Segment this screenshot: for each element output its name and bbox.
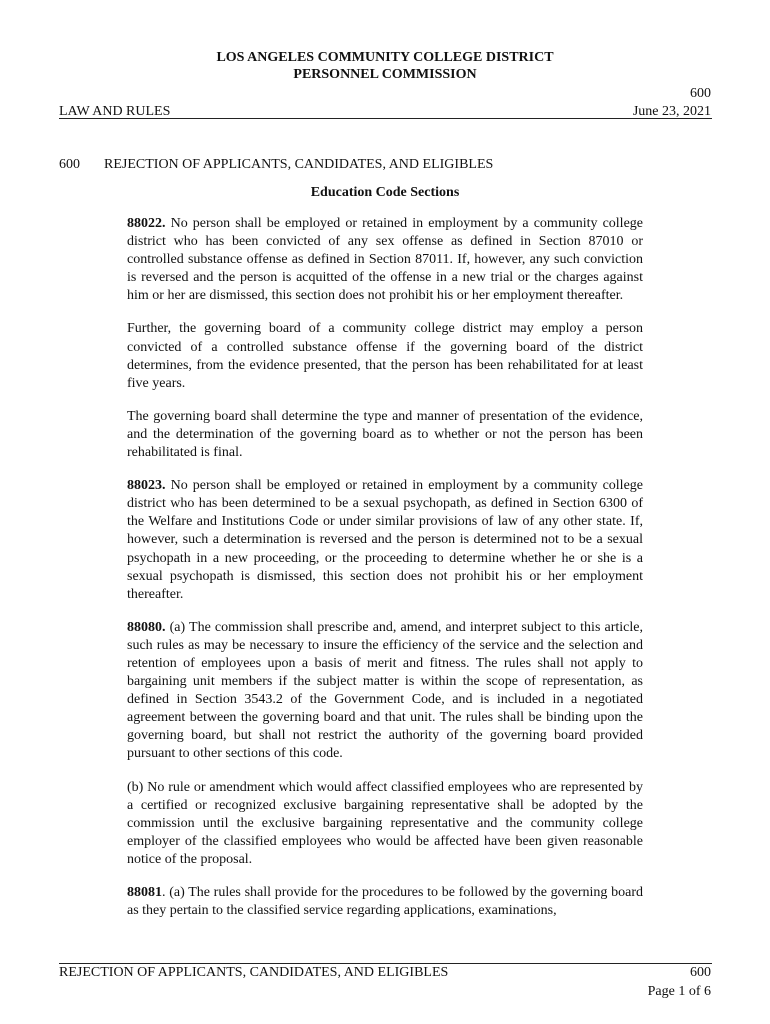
paragraph [127,779,643,869]
section-title: REJECTION OF APPLICANTS, CANDIDATES, AND ELIGIBLES [104,157,494,172]
footer-title: REJECTION OF APPLICANTS, CANDIDATES, AND ELIGIBLES [59,965,449,980]
paragraph-text: (b) No rule or amendment which would affect classified employees who are represented by a certified or recognized exclusive bargaining representative shall be adopted by the commission until the exclusive bargaining representative and the community college employer of the classified employees who would be affected have been given reasonable notice of the proposal. [127,779,643,867]
paragraph-text: Further, the governing board of a community college district may employ a person convicted of a controlled substance offense if the governing board of the district determines, from the evidence presented, that the person has been rehabilitated for at least five years. [127,321,643,391]
code-section-number: 88080. [127,619,166,635]
paragraph-text: No person shall be employed or retained in employment by a community college district who has been determined to be a sexual psychopath, as defined in Section 6300 of the Welfare and Institutions Code or under similar provisions of law of any other state. If, however, such a determination is reversed and the person is determined not to be a sexual psychopath in a new proceeding, or the proceeding to determine whether he or she is a sexual psychopath is dismissed, this section does not prohibit his or her employment thereafter. [127,478,643,602]
paragraph [127,320,643,392]
header-doc-number: 600 [690,86,711,101]
code-section-number: 88022. [127,216,166,231]
section-number: 600 [59,157,80,172]
header-section-label: LAW AND RULES [59,104,171,119]
paragraph-text: No person shall be employed or retained in employment by a community college district who has been convicted of any sex offense as defined in Section 87010 or controlled substance offense as defined in Section 87011. If, however, any such conviction is reversed and the person is acquitted of the offense in a new trial or the charges against him or her are dismissed, this section does not prohibit his or her employment thereafter. [127,216,643,304]
header-date: June 23, 2021 [632,104,711,119]
paragraph-text: (a) The commission shall prescribe and, amend, and interpret subject to this article, such rules as may be necessary to insure the efficiency of the service and the selection and retention of employees upon a basis of merit and fitness. The rules shall not apply to bargaining unit members if the subject matter is within the scope of representation, as defined in Section 3543.2 of the Government Code, and is included in a negotiated agreement between the governing board and that unit. The rules shall be binding upon the governing board, but shall not restrict the authority of the governing board provided pursuant to other sections of this code. [127,619,643,762]
paragraph-text: The governing board shall determine the type and manner of presentation of the evidence, and the determination of the governing board as to whether or not the person has been rehabilitated is final. [127,408,643,461]
org-name: LOS ANGELES COMMUNITY COLLEGE DISTRICT [216,50,554,65]
paragraph [127,619,643,764]
header-divider [59,118,712,119]
code-section-number: 88023. [127,478,166,494]
section-subheading: Education Code Sections [310,185,460,200]
org-subname: PERSONNEL COMMISSION [293,67,477,82]
paragraph [127,215,643,305]
page-number: Page 1 of 6 [647,984,711,999]
paragraph [127,477,643,604]
footer-doc-number: 600 [690,965,711,980]
code-section-number: 88081 [127,885,162,900]
paragraph-text: . (a) The rules shall provide for the procedures to be followed by the governing board as they pertain to the classified service regarding applications, examinations, [127,885,643,919]
paragraph [127,408,643,462]
paragraph [127,884,643,920]
document-body [127,215,643,935]
